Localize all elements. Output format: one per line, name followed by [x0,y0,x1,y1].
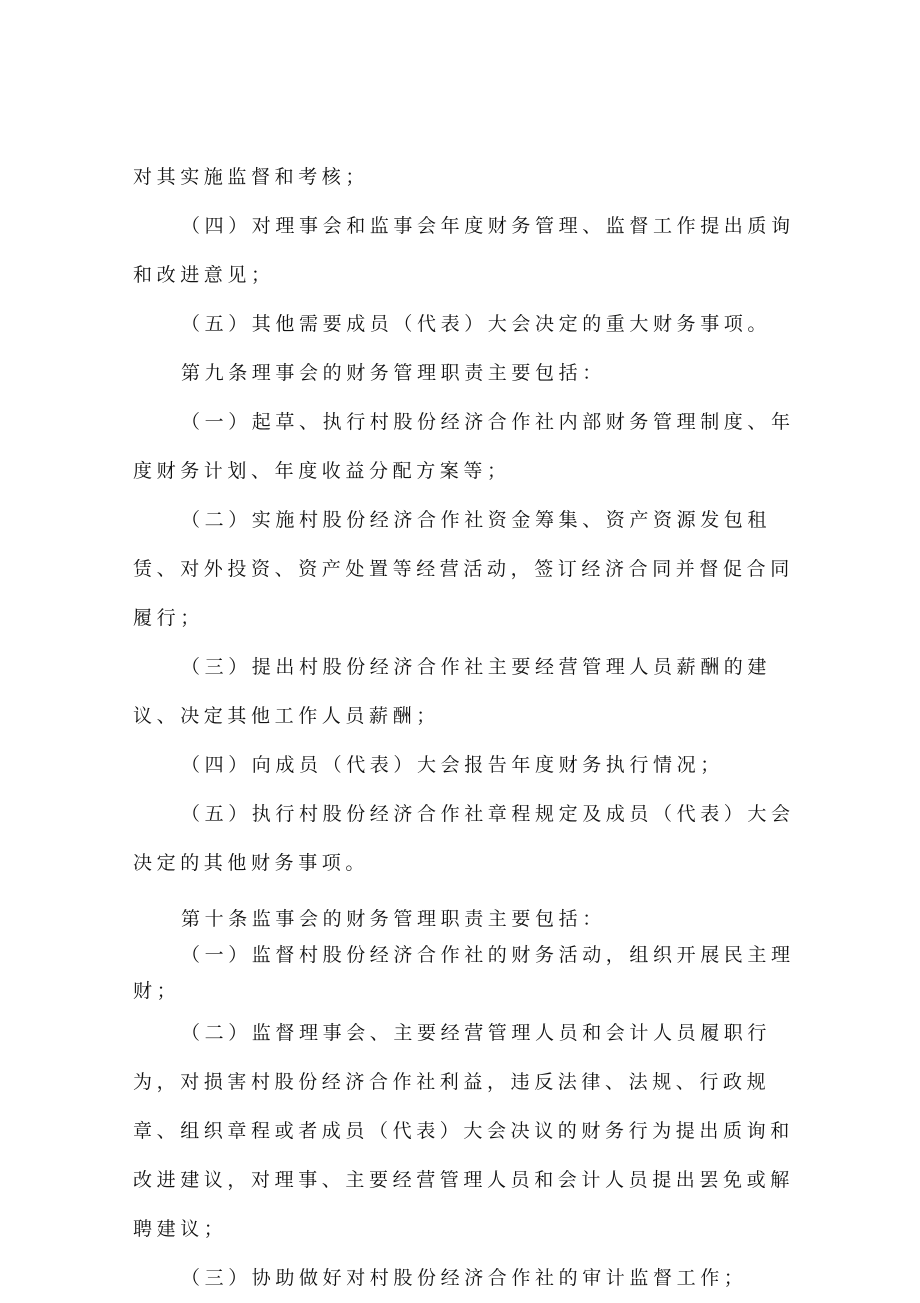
article-10-item-3: （三）协助做好对村股份经济合作社的审计监督工作； [181,1267,748,1289]
article-9-heading: 第九条理事会的财务管理职责主要包括： [181,362,606,384]
article-9-item-4: （四）向成员（代表）大会报告年度财务执行情况； [181,754,724,776]
article-10-item-1: （一）监督村股份经济合作社的财务活动，组织开展民主理财； [133,944,795,1002]
paragraph-item-5-rights: （五）其他需要成员（代表）大会决定的重大财务事项。 [181,313,772,335]
article-9-item-1: （一）起草、执行村股份经济合作社内部财务管理制度、年度财务计划、年度收益分配方案等； [133,411,795,482]
article-9-item-5: （五）执行村股份经济合作社章程规定及成员（代表）大会决定的其他财务事项。 [133,803,795,874]
paragraph-continuation: 对其实施监督和考核； [133,166,370,188]
document-body [133,153,803,1303]
article-10-item-2: （二）监督理事会、主要经营管理人员和会计人员履职行为，对损害村股份经济合作社利益，违反法律、法规、行政规章、组织章程或者成员（代表）大会决议的财务行为提出质询和改进建议，对理事、主要经营管理人员和会计人员提出罢免或解聘建议； [133,1022,794,1240]
article-9-item-2: （二）实施村股份经济合作社资金筹集、资产资源发包租赁、对外投资、资产处置等经营活动，签订经济合同并督促合同履行； [133,509,794,629]
article-9-item-3: （三）提出村股份经济合作社主要经营管理人员薪酬的建议、决定其他工作人员薪酬； [133,656,772,727]
article-10-heading: 第十条监事会的财务管理职责主要包括： [181,908,606,930]
paragraph-item-4-rights: （四）对理事会和监事会年度财务管理、监督工作提出质询和改进意见； [133,215,795,286]
